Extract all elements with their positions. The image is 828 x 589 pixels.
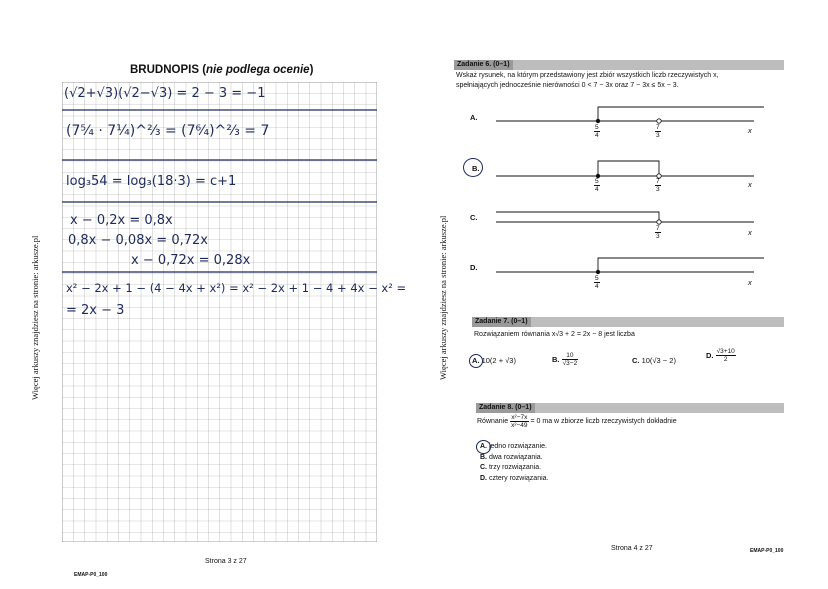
task6-option-b[interactable]: B. bbox=[472, 164, 480, 173]
task6-text-2: spełniających jednocześnie nierówności 0 < 7 − 3x oraz 7 − 3x ≤ 5x − 3. bbox=[456, 82, 679, 89]
task7-option-a-letter: A. bbox=[472, 356, 480, 365]
task7-option-c-value: 10(√3 − 2) bbox=[641, 356, 676, 365]
task7-option-a-value: 10(2 + √3) bbox=[481, 356, 516, 365]
axis-label-d: x bbox=[748, 278, 752, 287]
task7-option-b[interactable] bbox=[552, 352, 578, 367]
task8-frac-den: x²−49 bbox=[511, 422, 528, 429]
tick-a-7-3: $\frac{7}{3}$ bbox=[656, 124, 660, 139]
task7-option-d-num: √3+10 bbox=[716, 348, 735, 355]
task6-text-1: Wskaż rysunek, na którym przedstawiony jest zbiór wszystkich liczb rzeczywistych x, bbox=[456, 72, 719, 79]
tick-d-5-4: $\frac{5}{4}$ bbox=[595, 275, 599, 290]
handwriting-line-6: x − 0,72x = 0,28x bbox=[131, 253, 251, 268]
tick-a-5-4: $\frac{5}{4}$ bbox=[595, 124, 599, 139]
right-code: EMAP-P0_100 bbox=[750, 548, 784, 554]
task7-option-d-den: 2 bbox=[723, 356, 728, 363]
right-side-text: Więcej arkuszy znajdziesz na stronie: arkusze.pl bbox=[438, 215, 448, 380]
task8-option-b[interactable]: B. dwa rozwiązania. bbox=[480, 453, 543, 461]
right-page-number: Strona 4 z 27 bbox=[611, 545, 653, 552]
axis-label-c: x bbox=[748, 228, 752, 237]
left-code: EMAP-P0_100 bbox=[74, 572, 108, 578]
task7-option-d[interactable] bbox=[706, 348, 736, 363]
task7-option-c-letter: C. bbox=[632, 356, 640, 365]
number-line-d bbox=[496, 258, 764, 274]
task8-text bbox=[477, 414, 677, 429]
task8-option-a[interactable]: A. jedno rozwiązanie. bbox=[480, 443, 547, 450]
handwriting-line-7: x² − 2x + 1 − (4 − 4x + x²) = x² − 2x + 1 − 4 + 4x − x² = bbox=[66, 281, 407, 295]
handwriting-line-2: (7⁵⁄₄ · 7¼)^⅔ = (7⁶⁄₄)^⅔ = 7 bbox=[66, 123, 270, 139]
left-page-number: Strona 3 z 27 bbox=[205, 558, 247, 565]
task7-option-c[interactable] bbox=[632, 356, 676, 365]
number-line-a bbox=[496, 107, 764, 123]
handwriting-line-3: log₃54 = log₃(18·3) = c+1 bbox=[66, 174, 237, 189]
task6-option-a[interactable]: A. bbox=[470, 113, 478, 122]
tick-c-7-3: $\frac{7}{3}$ bbox=[656, 225, 660, 240]
task6-label: Zadanie 6. (0–1) bbox=[454, 60, 513, 70]
task7-option-b-letter: B. bbox=[552, 355, 560, 364]
task8-frac-num: x²−7x bbox=[511, 414, 528, 421]
task7-text: Rozwiązaniem równania x√3 + 2 = 2x − 8 jest liczba bbox=[474, 331, 635, 338]
task8-text-post: = 0 ma w zbiorze liczb rzeczywistych dokładnie bbox=[530, 418, 677, 425]
task8-option-a-circle bbox=[476, 440, 491, 454]
task6-option-c[interactable]: C. bbox=[470, 213, 478, 222]
task8-option-d[interactable]: D. cztery rozwiązania. bbox=[480, 474, 549, 482]
task7-option-b-den: √3−2 bbox=[562, 360, 578, 367]
task7-option-d-letter: D. bbox=[706, 351, 714, 360]
page-title-italic: nie podlega ocenie bbox=[206, 64, 310, 76]
handwriting-line-5: 0,8x − 0,08x = 0,72x bbox=[68, 233, 208, 248]
task7-option-a-circle bbox=[469, 354, 483, 368]
task8-text-pre: Równanie bbox=[477, 418, 509, 425]
task7-option-b-num: 10 bbox=[562, 352, 579, 360]
right-page bbox=[414, 0, 828, 589]
task6-number-lines bbox=[494, 100, 774, 300]
task8-label: Zadanie 8. (0–1) bbox=[476, 403, 535, 413]
page-title bbox=[130, 64, 313, 76]
axis-label-a: x bbox=[748, 126, 752, 135]
handwriting-line-8: = 2x − 3 bbox=[66, 303, 125, 318]
tick-b-7-3: $\frac{7}{3}$ bbox=[656, 178, 660, 193]
axis-label-b: x bbox=[748, 180, 752, 189]
number-line-b bbox=[496, 161, 754, 178]
tick-b-5-4: $\frac{5}{4}$ bbox=[595, 178, 599, 193]
page-title-main: BRUDNOPIS ( bbox=[130, 64, 207, 76]
left-side-text: Więcej arkuszy znajdziesz na stronie: arkusze.pl bbox=[30, 235, 40, 400]
task6-option-d[interactable]: D. bbox=[470, 263, 478, 272]
handwriting-line-4: x − 0,2x = 0,8x bbox=[70, 213, 173, 228]
handwriting-line-1: (√2+√3)(√2−√3) = 2 − 3 = −1 bbox=[64, 86, 266, 101]
task7-label: Zadanie 7. (0–1) bbox=[472, 317, 531, 327]
task6-option-b-circle bbox=[463, 158, 483, 177]
task8-option-c[interactable]: C. trzy rozwiązania. bbox=[480, 464, 542, 471]
number-line-c bbox=[496, 212, 754, 224]
page-title-end: ) bbox=[309, 64, 314, 76]
